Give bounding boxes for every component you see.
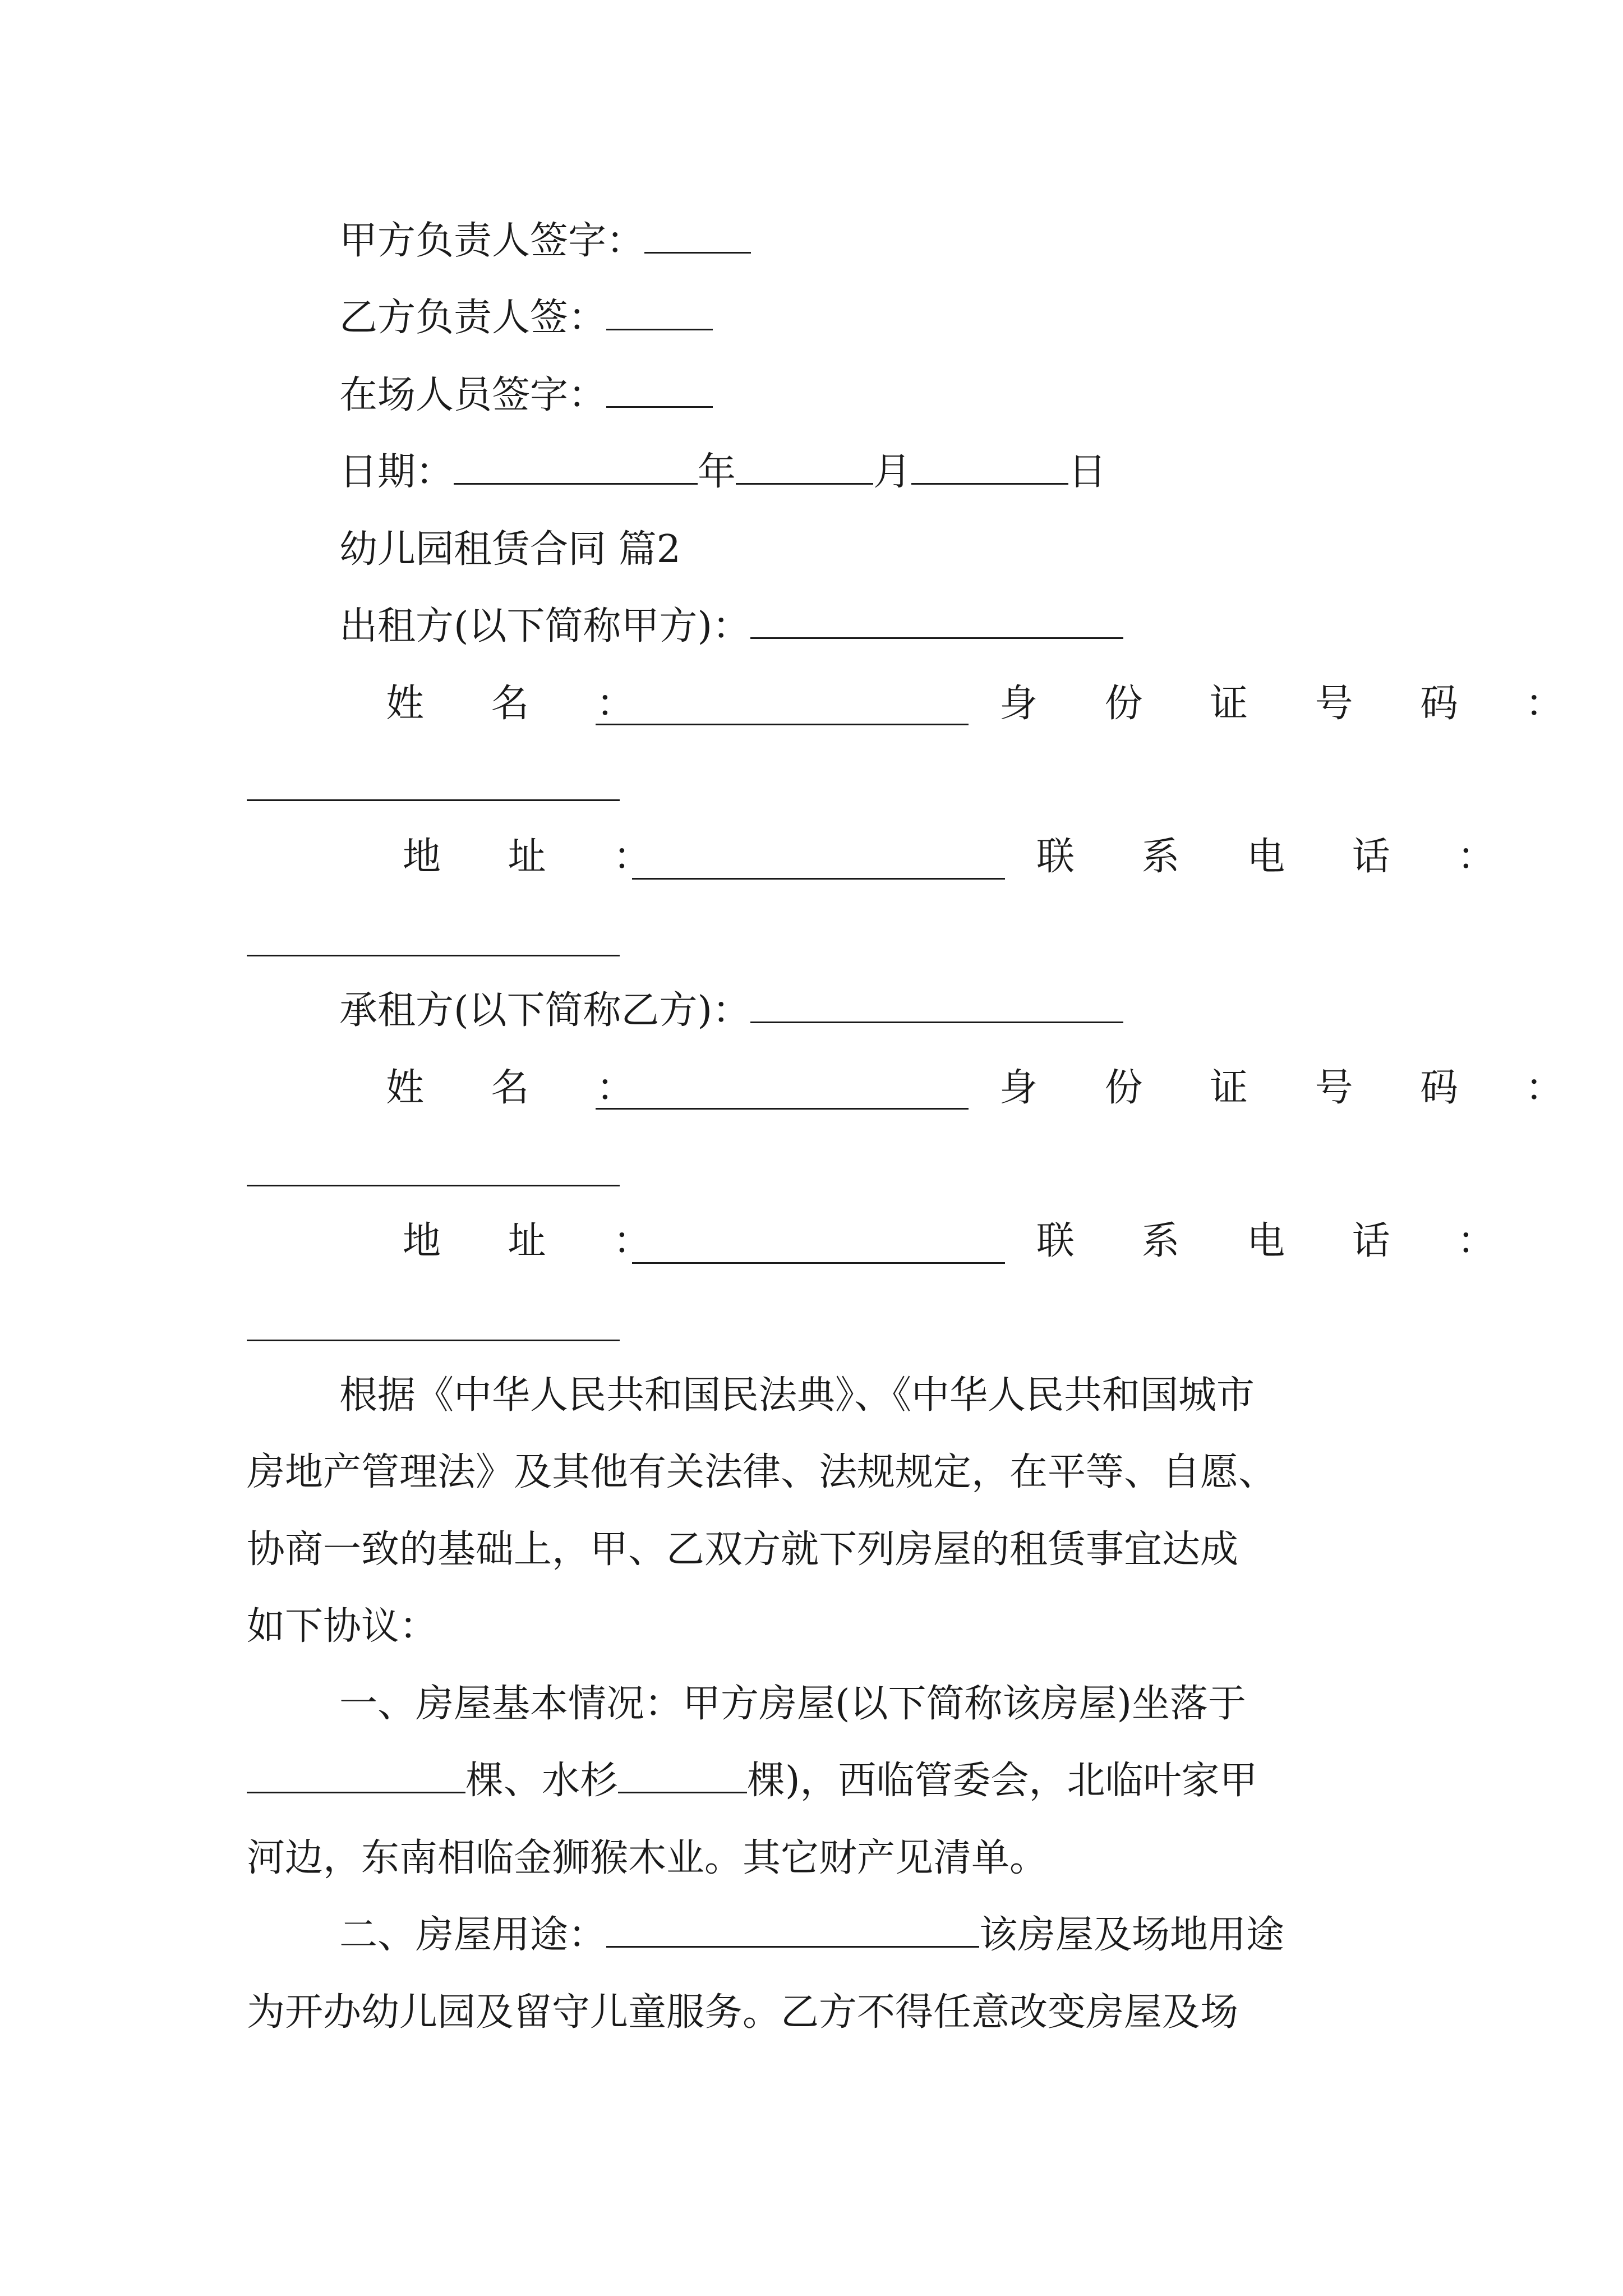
clause1-blank-2[interactable] xyxy=(618,1758,747,1793)
lessor-name-blank[interactable] xyxy=(750,604,1123,639)
lessor-phone-label-row xyxy=(1036,832,1523,882)
date-label: 日期： xyxy=(339,450,454,494)
lessee-id-label: 身 份 证 号 码 ： xyxy=(999,1066,1591,1110)
lessee-phone-label: 联 系 电 话 ： xyxy=(1036,1219,1523,1263)
year-blank[interactable] xyxy=(454,449,698,485)
lessee-id-blank[interactable] xyxy=(247,1185,620,1186)
clause2-blank[interactable] xyxy=(606,1912,979,1948)
intro-line-3: 协商一致的基础上，甲、乙双方就下列房屋的租赁事宜达成 xyxy=(247,1527,1239,1572)
clause2-line-2: 为开办幼儿园及留守儿童服务。乙方不得任意改变房屋及场 xyxy=(247,1990,1239,2035)
clause1-line-1: 一、房屋基本情况：甲方房屋(以下简称该房屋)坐落于 xyxy=(339,1682,1247,1726)
intro-line-1: 根据《中华人民共和国民法典》、《中华人民共和国城市 xyxy=(339,1373,1255,1418)
clause2-text-b: 该房屋及场地用途 xyxy=(979,1913,1285,1957)
lessor-heading-row xyxy=(339,601,1123,652)
clause1-text-b: 棵)，西临管委会，北临叶家甲 xyxy=(747,1759,1258,1803)
lessee-person-blank[interactable] xyxy=(596,1108,969,1110)
lessee-name-blank[interactable] xyxy=(750,988,1123,1023)
lessee-name-label: 姓 名 ： xyxy=(386,1066,662,1110)
witness-signature-label: 在场人员签字： xyxy=(339,373,607,417)
lessee-heading-row xyxy=(339,986,1123,1036)
day-label: 日 xyxy=(1068,450,1107,494)
month-blank[interactable] xyxy=(736,449,873,485)
clause2-text-a: 二、房屋用途： xyxy=(339,1913,607,1957)
month-label: 月 xyxy=(873,450,912,494)
lessee-name-row xyxy=(386,1063,662,1114)
lessor-name-label: 姓 名 ： xyxy=(386,682,662,726)
clause2-line-1 xyxy=(339,1910,1284,1961)
clause1-text-a: 棵、水杉 xyxy=(465,1759,619,1803)
lessor-id-label-row xyxy=(999,679,1591,729)
intro-line-2: 房地产管理法》及其他有关法律、法规规定，在平等、自愿、 xyxy=(247,1450,1277,1494)
lessor-addr-label: 地 址 ： xyxy=(403,835,679,879)
witness-signature-row xyxy=(339,370,713,421)
lessor-addr-blank[interactable] xyxy=(632,878,1005,880)
party-a-signature-row xyxy=(339,216,751,266)
date-row xyxy=(339,447,1106,498)
intro-line-4: 如下协议： xyxy=(247,1604,438,1649)
lessor-phone-blank[interactable] xyxy=(247,955,620,956)
witness-signature-blank[interactable] xyxy=(606,372,713,408)
lessor-id-blank[interactable] xyxy=(247,799,620,801)
lessee-addr-label: 地 址 ： xyxy=(403,1219,679,1263)
lessor-person-blank[interactable] xyxy=(596,724,969,725)
lessee-heading: 承租方(以下简称乙方)： xyxy=(339,988,751,1033)
lessor-id-label: 身 份 证 号 码 ： xyxy=(999,682,1591,726)
lessor-phone-label: 联 系 电 话 ： xyxy=(1036,835,1523,879)
party-b-signature-label: 乙方负责人签： xyxy=(339,296,607,340)
lessee-id-label-row xyxy=(999,1063,1591,1114)
party-b-signature-blank[interactable] xyxy=(606,295,713,330)
clause1-line-3: 河边，东南相临金狮猴木业。其它财产见清单。 xyxy=(247,1836,1048,1880)
party-a-signature-blank[interactable] xyxy=(644,218,751,254)
section-title: 幼儿园租赁合同 篇2 xyxy=(339,527,681,572)
day-blank[interactable] xyxy=(911,449,1068,485)
clause1-line-2 xyxy=(247,1756,1258,1806)
lessor-name-row xyxy=(386,679,662,729)
lessee-phone-label-row xyxy=(1036,1216,1523,1267)
lessee-addr-row xyxy=(403,1216,679,1267)
year-label: 年 xyxy=(698,450,736,494)
party-b-signature-row xyxy=(339,293,713,343)
lessee-phone-blank[interactable] xyxy=(247,1340,620,1341)
lessee-addr-blank[interactable] xyxy=(632,1262,1005,1264)
lessor-addr-row xyxy=(403,832,679,882)
clause1-blank-1[interactable] xyxy=(247,1758,465,1793)
party-a-signature-label: 甲方负责人签字： xyxy=(339,219,645,263)
lessor-heading: 出租方(以下简称甲方)： xyxy=(339,604,751,648)
